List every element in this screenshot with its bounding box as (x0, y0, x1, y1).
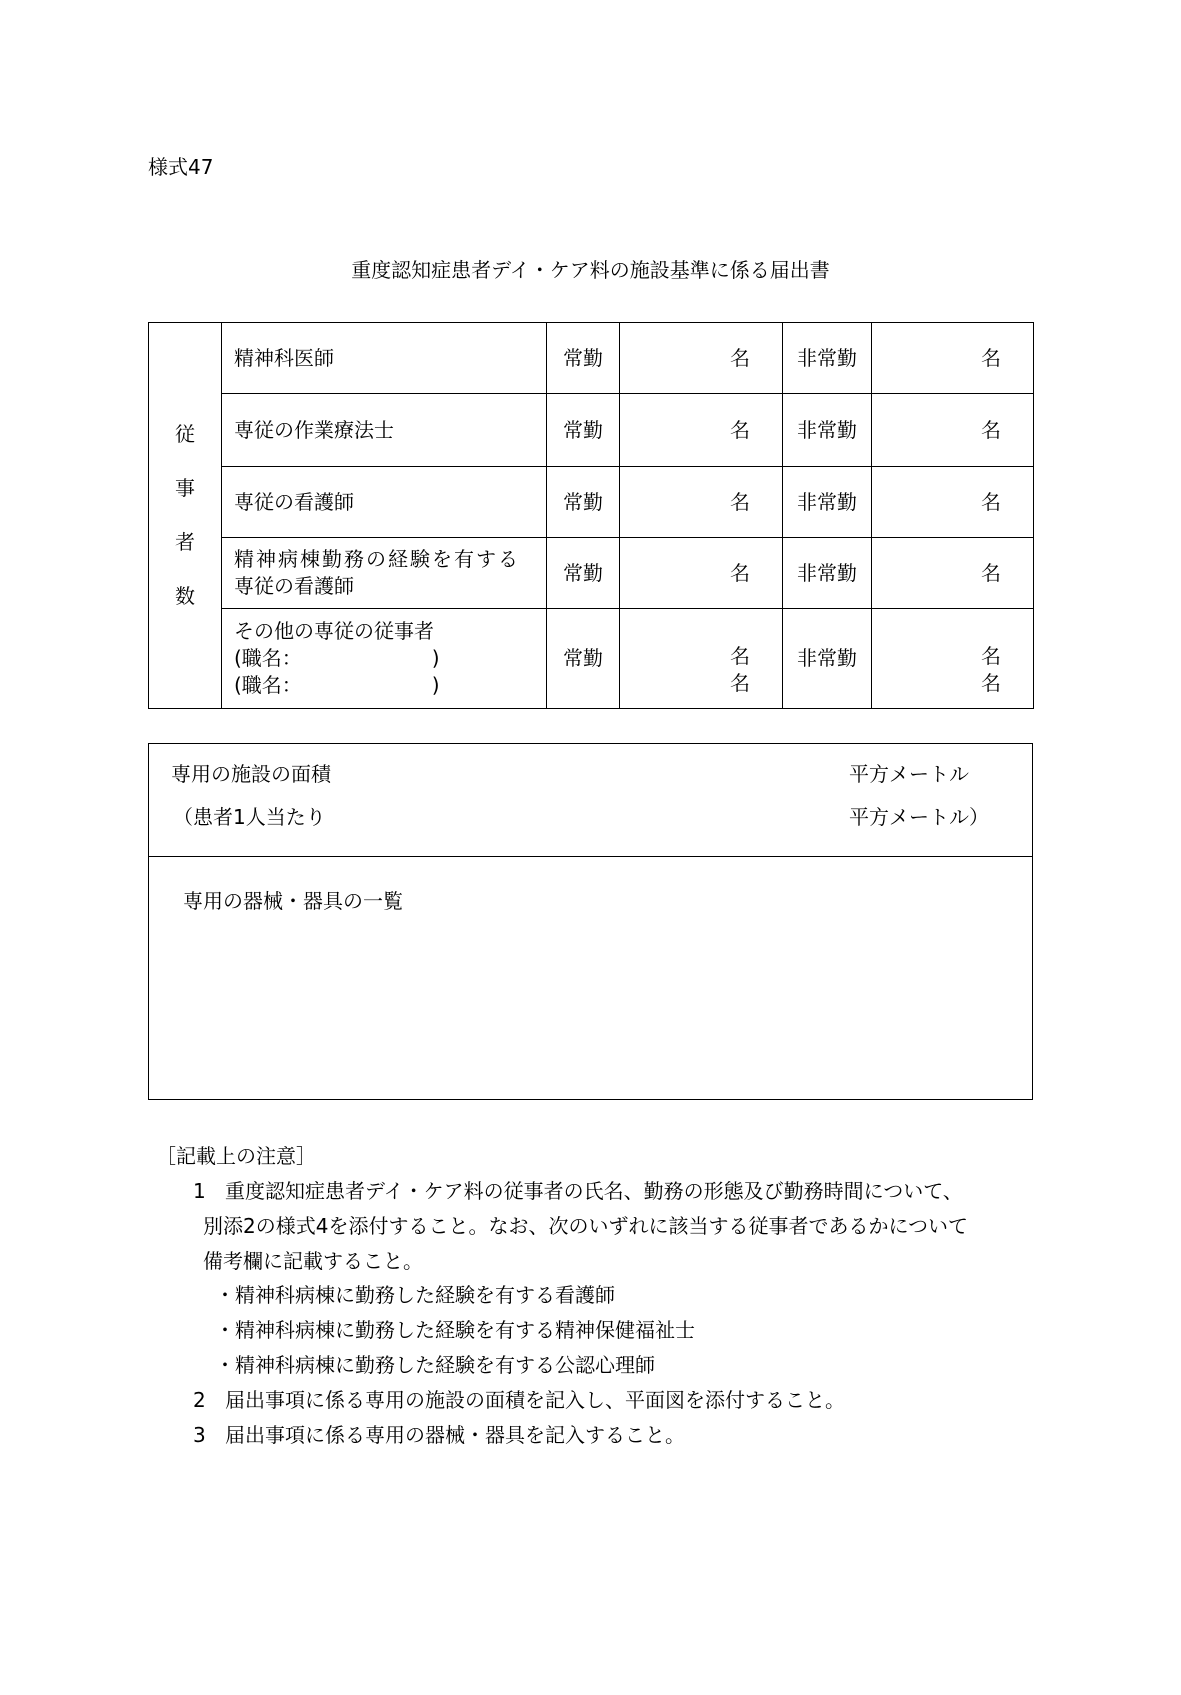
full-time-count-field[interactable]: 名 (620, 323, 783, 394)
role-cell: その他の専従の従事者 (職名： ) (職名： ) (222, 609, 547, 709)
facility-box (148, 743, 1033, 1100)
area-label: 専用の施設の面積 (171, 762, 331, 786)
full-time-label: 常勤 (547, 538, 620, 609)
table-row (149, 323, 1034, 394)
table-row (149, 609, 1034, 709)
page-title: 重度認知症患者デイ・ケア料の施設基準に係る届出書 (351, 258, 830, 282)
part-time-count-field[interactable]: 名 (872, 538, 1034, 609)
staff-count-table (148, 322, 1034, 709)
form-number: 様式47 (148, 155, 214, 179)
equipment-label: 専用の器械・器具の一覧 (183, 889, 403, 913)
note-bullet: ・精神科病棟に勤務した経験を有する精神保健福祉士 (215, 1318, 695, 1342)
part-time-label: 非常勤 (783, 609, 872, 709)
table-row (149, 467, 1034, 538)
table-row (149, 538, 1034, 609)
per-patient-label: （患者1人当たり (173, 805, 326, 829)
part-time-count-field[interactable]: 名 名 (872, 609, 1034, 709)
note-line: 届出事項に係る専用の器械・器具を記入すること。 (225, 1423, 685, 1447)
category-char: 者 (175, 530, 195, 554)
category-char: 数 (175, 584, 195, 608)
full-time-label: 常勤 (547, 609, 620, 709)
notes-heading: ［記載上の注意］ (156, 1144, 316, 1168)
part-time-label: 非常勤 (783, 323, 872, 394)
note-bullet: ・精神科病棟に勤務した経験を有する公認心理師 (215, 1353, 655, 1377)
part-time-count-field[interactable]: 名 (872, 394, 1034, 467)
role-cell: 精神科医師 (222, 323, 547, 394)
part-time-count-field[interactable]: 名 (872, 467, 1034, 538)
full-time-count-field[interactable]: 名 (620, 538, 783, 609)
category-char: 従 (175, 422, 195, 446)
note-number: 1 (193, 1179, 206, 1203)
divider (149, 856, 1032, 857)
part-time-count-field[interactable]: 名 (872, 323, 1034, 394)
job-title-field[interactable]: (職名： ) (234, 646, 440, 670)
full-time-count-field[interactable]: 名 名 (620, 609, 783, 709)
full-time-count-field[interactable]: 名 (620, 394, 783, 467)
full-time-label: 常勤 (547, 394, 620, 467)
note-line: 備考欄に記載すること。 (203, 1249, 423, 1273)
note-number: 3 (193, 1423, 206, 1447)
category-char: 事 (175, 476, 195, 500)
role-cell: 専従の看護師 (222, 467, 547, 538)
part-time-label: 非常勤 (783, 394, 872, 467)
note-line: 別添2の様式4を添付すること。なお、次のいずれに該当する従事者であるかについて (203, 1214, 969, 1238)
per-patient-unit[interactable]: 平方メートル） (849, 805, 989, 829)
note-bullet: ・精神科病棟に勤務した経験を有する看護師 (215, 1283, 615, 1307)
role-cell: 専従の作業療法士 (222, 394, 547, 467)
category-cell (149, 323, 222, 709)
job-title-field[interactable]: (職名： ) (234, 673, 440, 697)
full-time-label: 常勤 (547, 323, 620, 394)
role-cell: 精神病棟勤務の経験を有する 専従の看護師 (222, 538, 547, 609)
part-time-label: 非常勤 (783, 538, 872, 609)
part-time-label: 非常勤 (783, 467, 872, 538)
table-row (149, 394, 1034, 467)
area-unit[interactable]: 平方メートル (849, 762, 969, 786)
note-line: 届出事項に係る専用の施設の面積を記入し、平面図を添付すること。 (225, 1388, 845, 1412)
full-time-label: 常勤 (547, 467, 620, 538)
note-number: 2 (193, 1388, 206, 1412)
full-time-count-field[interactable]: 名 (620, 467, 783, 538)
note-line: 重度認知症患者デイ・ケア料の従事者の氏名、勤務の形態及び勤務時間について、 (225, 1179, 963, 1203)
